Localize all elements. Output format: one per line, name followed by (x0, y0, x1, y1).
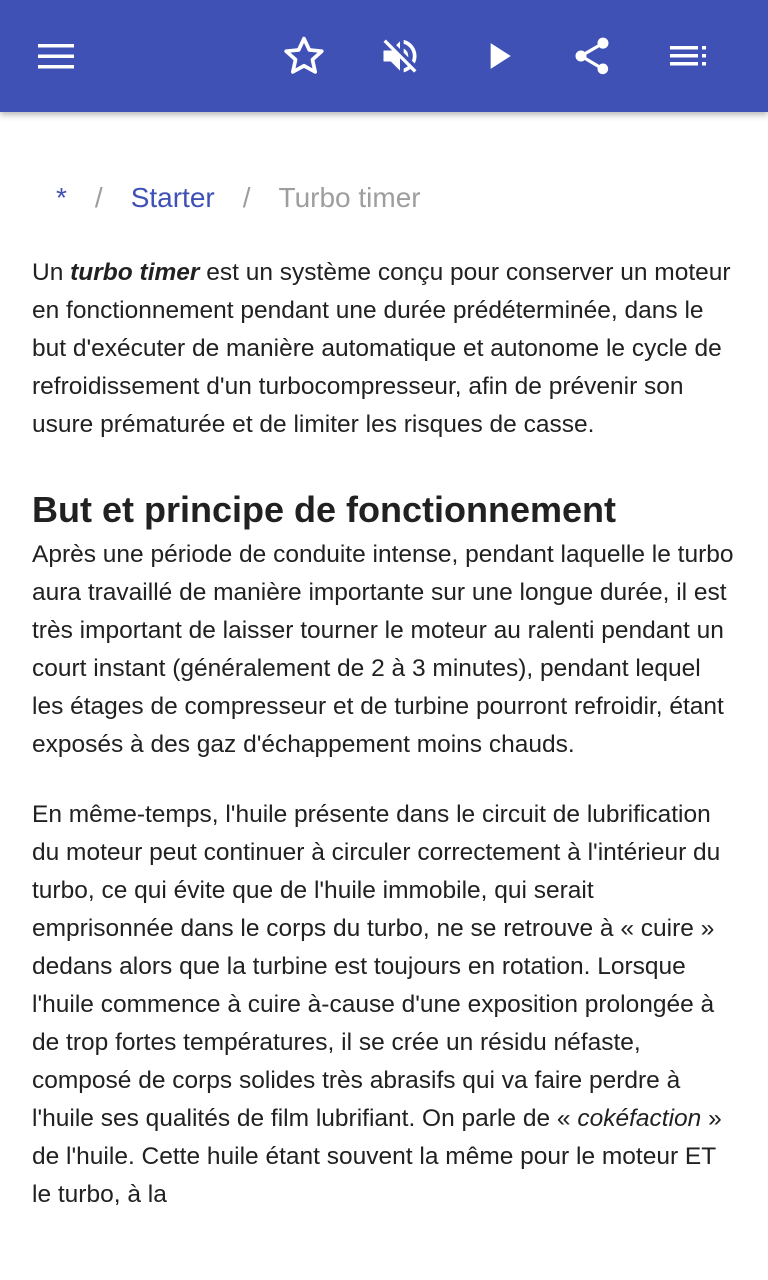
breadcrumb-root-link[interactable]: * (56, 182, 67, 213)
app-toolbar (0, 0, 768, 112)
share-icon (570, 34, 614, 78)
intro-paragraph (32, 254, 736, 444)
breadcrumb-parent-link[interactable]: Starter (130, 182, 215, 213)
paragraph-2-term: cokéfaction (577, 1105, 702, 1132)
section-paragraph-2 (32, 796, 736, 1214)
breadcrumb-current: Turbo timer (278, 182, 421, 213)
play-button[interactable] (466, 24, 530, 88)
contents-button[interactable] (656, 24, 720, 88)
article-content (32, 160, 736, 1214)
intro-term: turbo timer (70, 259, 200, 286)
star-icon (282, 34, 326, 78)
intro-text: est un système conçu pour conserver un moteur en fonctionnement pendant une durée prédéterminée, dans le but d'exécuter de manière automatique et autonome le cycle de refroidissement d'un turbocompresseur, afin de prévenir son usure prématurée et de limiter les risques de casse. (32, 259, 731, 438)
paragraph-2-text-before: En même-temps, l'huile présente dans le circuit de lubrification du moteur peut continuer à circuler correctement à l'intérieur du turbo, ce qui évite que de l'huile immobile, qui serait emprisonnée dans le corps du turbo, ne se retrouve à « cuire » dedans alors que la turbine est toujours en rotation. Lorsque l'huile commence à cuire à-cause d'une exposition prolongée à de trop fortes températures, il se crée un résidu néfaste, composé de corps solides très abrasifs qui va faire perdre à l'huile ses qualités de film lubrifiant. On parle de « (32, 801, 721, 1132)
paragraph-2-text-after: » de l'huile. Cette huile étant souvent la même pour le moteur ET le turbo, à la (32, 1105, 722, 1208)
share-button[interactable] (560, 24, 624, 88)
play-icon (476, 34, 520, 78)
section-heading: But et principe de fonctionnement (32, 489, 617, 530)
mute-button[interactable] (368, 24, 432, 88)
intro-prefix: Un (32, 259, 71, 286)
volume-off-icon (378, 34, 422, 78)
breadcrumb-separator: / (94, 182, 103, 213)
menu-button[interactable] (24, 24, 88, 88)
favorite-button[interactable] (272, 24, 336, 88)
menu-icon (36, 40, 76, 72)
list-icon (668, 40, 708, 72)
section-paragraph-1: Après une période de conduite intense, pendant laquelle le turbo aura travaillé de manière importante sur une longue durée, il est très important de laisser tourner le moteur au ralenti pendant un court instant (généralement de 2 à 3 minutes), pendant lequel les étages de compresseur et de turbine pourront refroidir, étant exposés à des gaz d'échappement moins chauds. (32, 541, 734, 758)
breadcrumb-separator: / (242, 182, 251, 213)
breadcrumb (32, 160, 736, 236)
